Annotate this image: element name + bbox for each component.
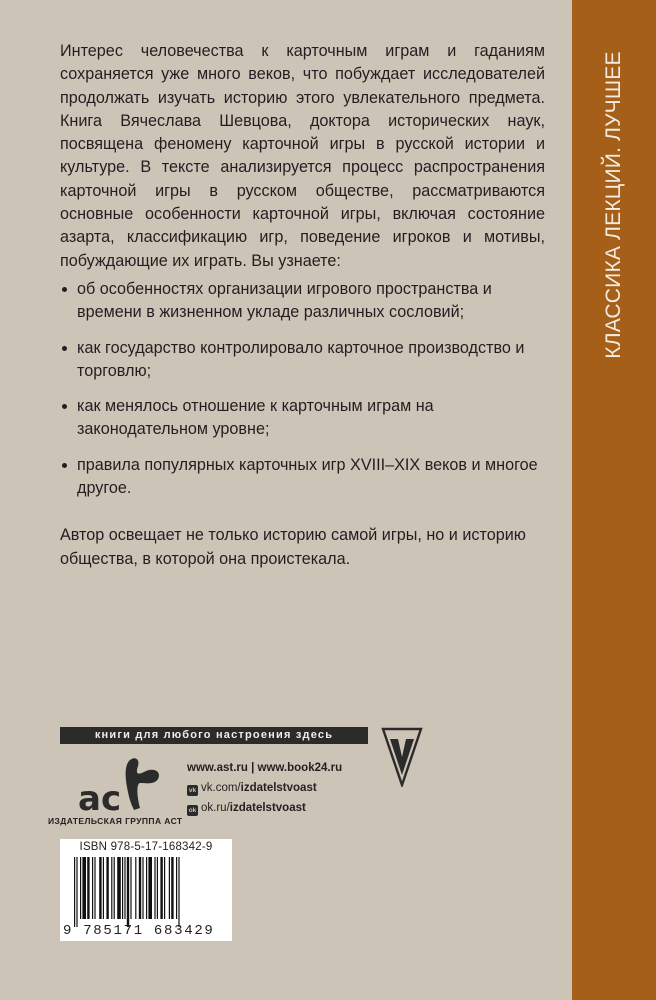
bullet-text: как менялось отношение к карточным играм на законодательном уровне;: [77, 397, 434, 439]
series-band: [572, 0, 656, 1000]
annotation-bullet-list: [60, 278, 545, 500]
svg-text:ac: ac: [78, 779, 122, 814]
annotation-intro: Интерес человечества к карточным играм и гаданиям сохраняется уже много веков, что побуждает исследователей продолжать изучать историю этого увлекательного предмета. Книга Вячеслава Шевцова, доктора исторических наук, посвящена феномену карточной игры в русской истории и культуре. В тексте анализируется процесс распространения карточной игры в русском обществе, рассматриваются основные особенности карточной игры, включая состояние азарта, классификацию игр, поведение игроков и мотивы, побуждающие их играть. Вы узнаете:: [60, 42, 545, 270]
vk-icon: vk: [188, 787, 197, 794]
vk-link[interactable]: vk vk.com/izdatelstvoast: [188, 782, 317, 794]
isbn-text: ISBN 978-5-17-168342-9: [79, 841, 213, 853]
bullet-item: [60, 278, 545, 325]
v-logo-icon: [381, 727, 423, 787]
bullet-dot-icon: [62, 463, 67, 468]
bullet-item: [60, 454, 545, 501]
annotation-closing: Автор освещает не только историю самой игры, но и историю общества, в которой она проистекала.: [60, 526, 526, 568]
website-links[interactable]: www.ast.ru | www.book24.ru: [187, 762, 343, 774]
bullet-item: [60, 337, 545, 384]
publisher-name: ИЗДАТЕЛЬСКАЯ ГРУППА АСТ: [48, 816, 183, 826]
ast-logo-icon: [76, 752, 168, 814]
ok-link[interactable]: ok ok.ru/izdatelstvoast: [188, 802, 306, 814]
bullet-dot-icon: [62, 346, 67, 351]
annotation-text: [60, 40, 545, 571]
bullet-dot-icon: [62, 287, 67, 292]
bullet-text: об особенностях организации игрового пространства и времени в жизненном укладе различных сословий;: [77, 279, 492, 322]
publisher-contacts: [187, 760, 342, 820]
series-title: КЛАССИКА ЛЕКЦИЙ. ЛУЧШЕЕ: [602, 51, 625, 359]
tagline-bar: книги для любого настроения здесь: [60, 727, 368, 744]
ok-icon: ok: [188, 807, 197, 814]
barcode-digits: 9 785171 683429: [63, 923, 215, 939]
bullet-text: правила популярных карточных игр XVIII–XIX веков и многое другое.: [77, 455, 538, 498]
bullet-dot-icon: [62, 404, 67, 409]
barcode-bars: [74, 857, 220, 927]
bullet-item: [60, 395, 545, 442]
barcode: [60, 839, 232, 941]
bullet-text: как государство контролировало карточное производство и торговлю;: [77, 338, 525, 380]
